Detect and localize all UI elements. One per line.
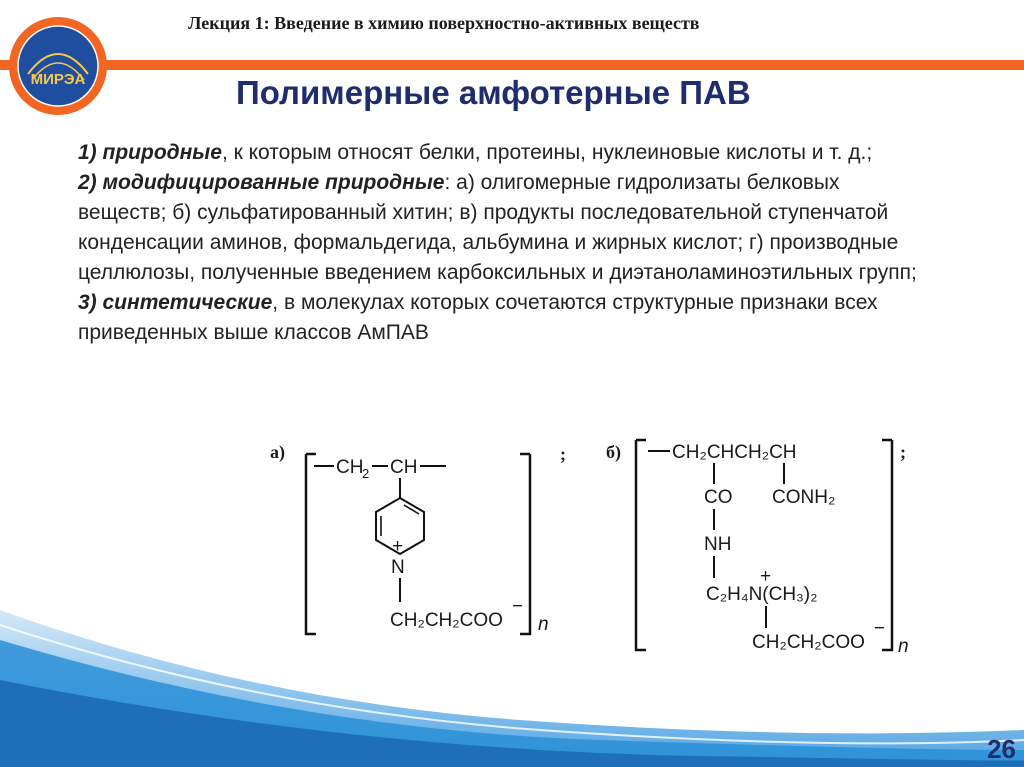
item-2-text: : а) олигомерные гидролизаты белковых веществ; б) сульфатированный хитин; в) продукты последовательной ступенчатой конденсации аминов, формальдегида, альбумина и жирных кислот; г) производные целлюлозы, полученные введением карбоксильных и диэтаноламиноэтильных групп; — [78, 171, 917, 284]
formula-a-ch2-sub: 2 — [362, 466, 370, 481]
logo-text: МИРЭА — [30, 71, 86, 88]
item-3-term: 3) синтетические — [78, 291, 273, 314]
formula-a-separator: ; — [560, 444, 566, 464]
item-3-text: , в молекулах которых сочетаются структурные признаки всех приведенных выше классов АмПАВ — [78, 291, 878, 344]
slide-title: Полимерные амфотерные ПАВ — [236, 74, 751, 111]
formula-b-charge: − — [874, 618, 886, 639]
formula-a-nitrogen: N — [391, 557, 405, 578]
item-1-term: 1) природные — [78, 141, 222, 164]
formula-b-label: б) — [606, 442, 621, 462]
page-number: 26 — [987, 734, 1016, 764]
formula-a-side-chain: CH₂CH₂COO — [390, 610, 503, 631]
formula-b — [606, 440, 909, 657]
formula-b-side-chain: CH₂CH₂COO — [752, 632, 865, 653]
formula-b-amine: C₂H₄N(CH₃)₂ — [706, 584, 818, 605]
formula-b-nh: NH — [704, 534, 732, 555]
item-1-text: , к которым относят белки, протеины, нуклеиновые кислоты и т. д.; — [221, 141, 873, 164]
item-2-term: 2) модифицированные природные — [78, 171, 445, 194]
formula-a-n: n — [538, 614, 549, 635]
formula-a-charge: − — [512, 596, 524, 617]
formula-a-ch2: CH — [336, 457, 364, 478]
formula-b-plus: + — [760, 566, 772, 587]
formula-b-conh2: CONH₂ — [772, 487, 836, 508]
formula-b-backbone: CH₂CHCH₂CH — [672, 442, 797, 463]
formula-a — [270, 442, 566, 635]
formula-b-separator: ; — [900, 442, 906, 462]
formula-a-ch: CH — [390, 457, 418, 478]
formula-b-co: CO — [704, 487, 733, 508]
lecture-title: Лекция 1: Введение в химию поверхностно-активных веществ — [188, 13, 700, 33]
formula-b-n: n — [898, 636, 909, 657]
formula-a-plus: + — [392, 536, 404, 557]
formula-a-label: а) — [270, 442, 285, 462]
